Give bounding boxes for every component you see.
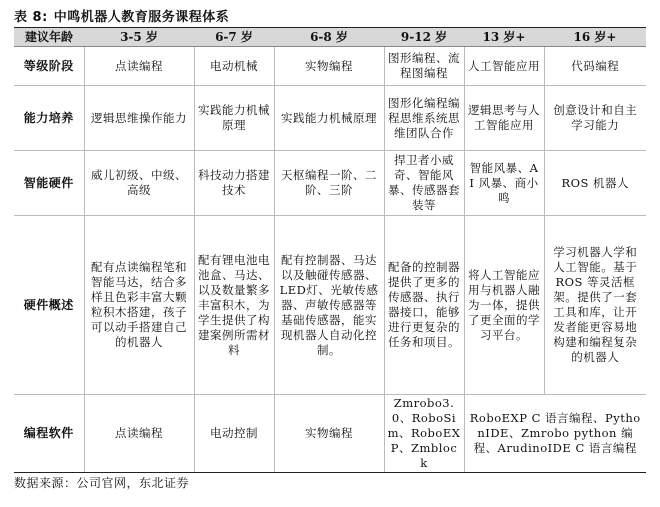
- table-cell: 逻辑思考与人工智能应用: [464, 86, 544, 151]
- table-cell: 智能风暴、AI 风暴、商小鸣: [464, 151, 544, 216]
- row-label: 能力培养: [14, 86, 84, 151]
- table-cell: 实践能力机械原理: [274, 86, 384, 151]
- table-cell: 天枢编程一阶、二阶、三阶: [274, 151, 384, 216]
- table-cell: 实践能力机械原理: [194, 86, 274, 151]
- header-row: [14, 28, 646, 47]
- table-cell: ROS 机器人: [544, 151, 646, 216]
- header-cell-6-8: 6-8 岁: [274, 28, 384, 47]
- table-row: [14, 216, 646, 395]
- course-system-table: [14, 27, 646, 473]
- table-cell: 配备的控制器提供了更多的传感器、执行器接口，能够进行更复杂的任务和项目。: [384, 216, 464, 395]
- table-cell: 代码编程: [544, 47, 646, 86]
- row-label: 智能硬件: [14, 151, 84, 216]
- table-cell: 创意设计和自主学习能力: [544, 86, 646, 151]
- table-cell: 点读编程: [84, 395, 194, 473]
- header-cell-6-7: 6-7 岁: [194, 28, 274, 47]
- table-cell: 配有控制器、马达以及触碰传感器、LED灯、光敏传感器、声敏传感器等基础传感器，能实现机器人自动化控制。: [274, 216, 384, 395]
- table-cell: 配有锂电池电池盒、马达、以及数量繁多丰富积木，为学生提供了构建案例所需材料: [194, 216, 274, 395]
- table-cell: 捍卫者小威奇、智能风暴、传感器套装等: [384, 151, 464, 216]
- header-cell-3-5: 3-5 岁: [84, 28, 194, 47]
- table-cell: 科技动力搭建技术: [194, 151, 274, 216]
- table-row: [14, 47, 646, 86]
- table-row: [14, 86, 646, 151]
- table-cell: 图形化编程编程思维系统思维团队合作: [384, 86, 464, 151]
- table-cell: 实物编程: [274, 395, 384, 473]
- table-cell: 人工智能应用: [464, 47, 544, 86]
- table-cell: 实物编程: [274, 47, 384, 86]
- header-cell-13plus: 13 岁+: [464, 28, 544, 47]
- table-cell: 逻辑思维操作能力: [84, 86, 194, 151]
- table-row: [14, 151, 646, 216]
- table-cell: 威儿初级、中级、高级: [84, 151, 194, 216]
- row-label: 编程软件: [14, 395, 84, 473]
- table-cell: 电动机械: [194, 47, 274, 86]
- row-label: 硬件概述: [14, 216, 84, 395]
- caption-label: 表 8:: [14, 10, 48, 25]
- table-cell: 配有点读编程笔和智能马达，结合多样且色彩丰富大颗粒积木搭建，孩子可以动手搭建自己的机器人: [84, 216, 194, 395]
- table-row: [14, 395, 646, 473]
- table-cell: 将人工智能应用与机器人融为一体，提供了更全面的学习平台。: [464, 216, 544, 395]
- header-cell-16plus: 16 岁+: [544, 28, 646, 47]
- table-cell: 点读编程: [84, 47, 194, 86]
- table-caption: [14, 6, 229, 25]
- row-label: 等级阶段: [14, 47, 84, 86]
- table-cell: Zmrobo3.0、RoboSim、RoboEXP、Zmblock: [384, 395, 464, 473]
- table-cell: 图形编程、流程图编程: [384, 47, 464, 86]
- data-source-note: 数据来源：公司官网，东北证券: [14, 476, 190, 490]
- caption-title: 中鸣机器人教育服务课程体系: [53, 10, 230, 25]
- table-cell: 电动控制: [194, 395, 274, 473]
- table-cell: 学习机器人学和人工智能。基于 ROS 等灵活框架。提供了一套工具和库，让开发者能更容易地构建和编程复杂的机器人: [544, 216, 646, 395]
- header-cell-age: 建议年龄: [14, 28, 84, 47]
- header-cell-9-12: 9-12 岁: [384, 28, 464, 47]
- table-cell-merged: RoboEXP C 语言编程、PythonIDE、Zmrobo python 编程、ArudinoIDE C 语言编程: [464, 395, 646, 473]
